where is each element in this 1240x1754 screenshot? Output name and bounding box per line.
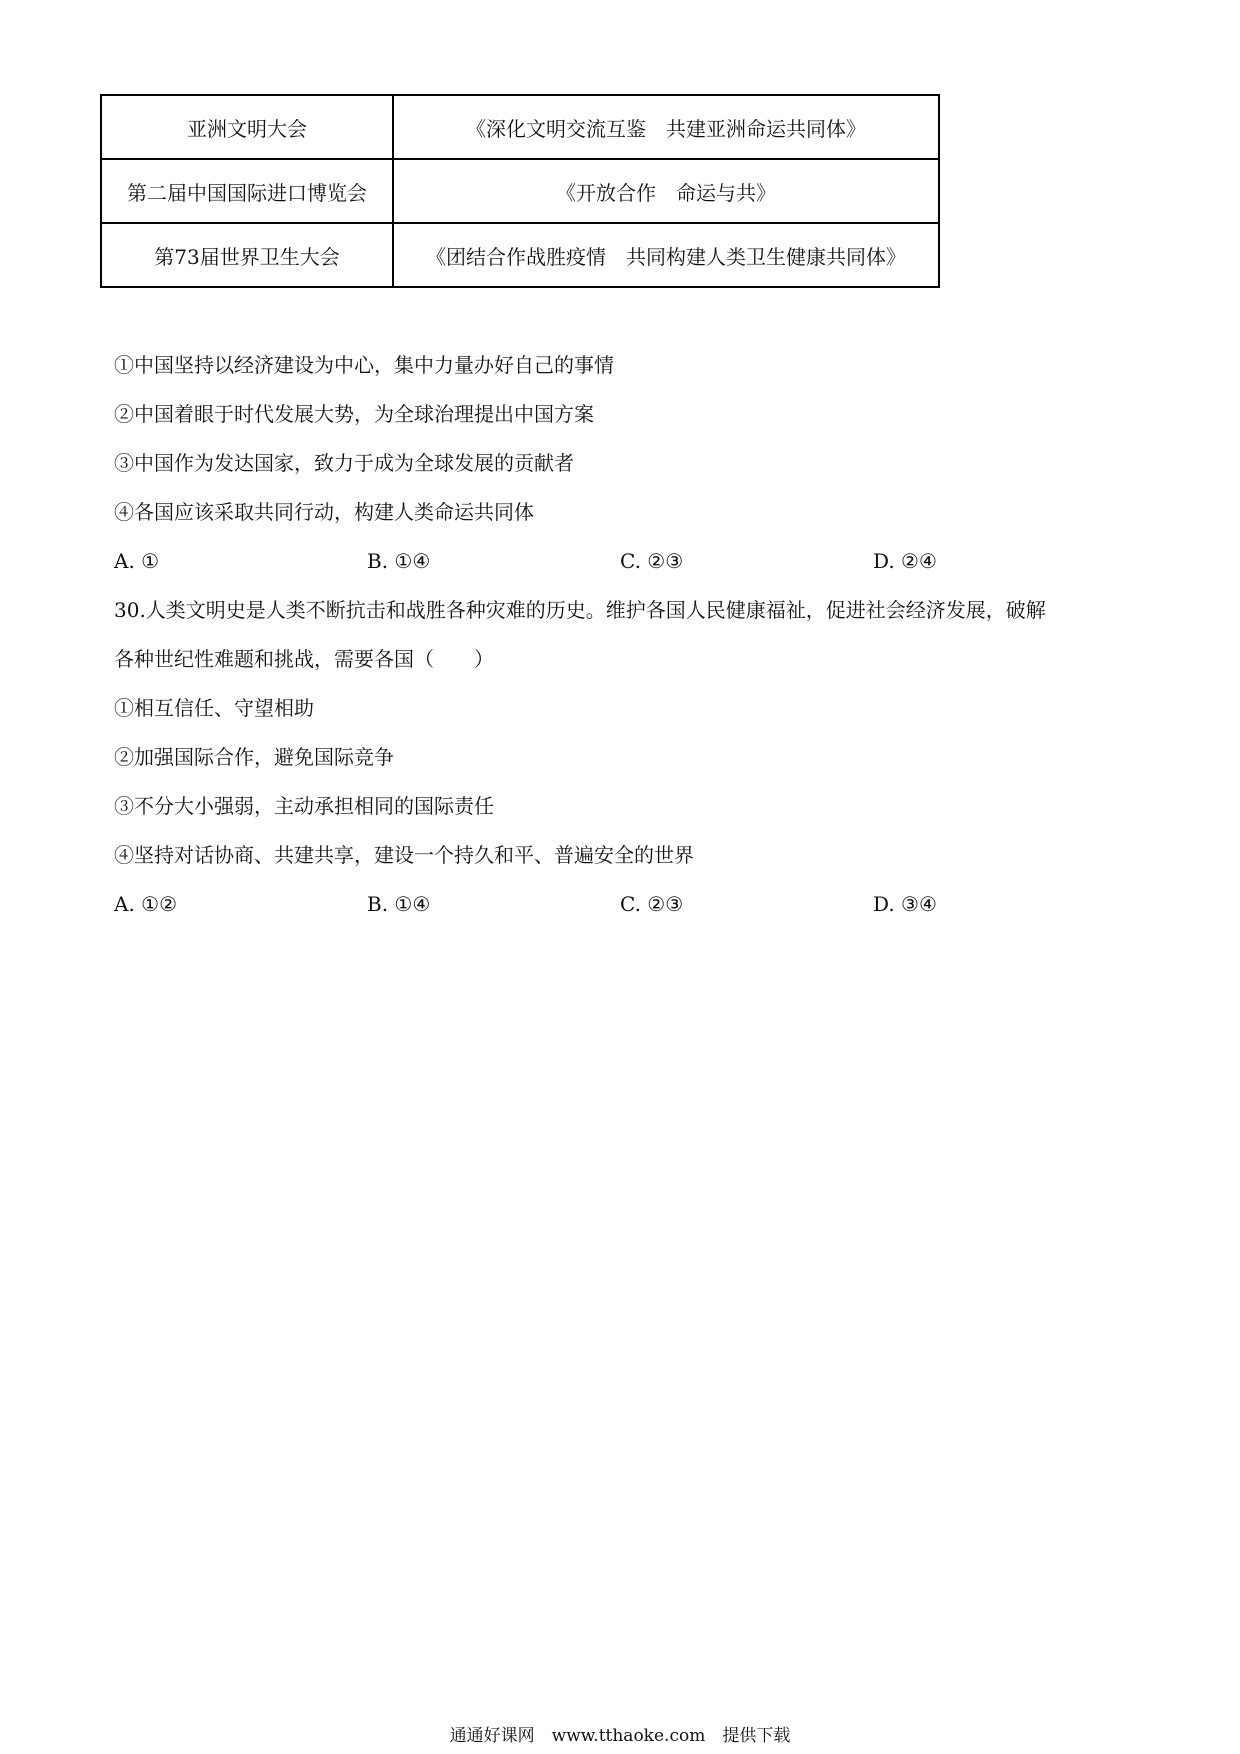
q30-stem-line-2: 各种世纪性难题和挑战，需要各国（ ） [114,647,494,671]
speech-cell: 《团结合作战胜疫情 共同构建人类卫生健康共同体》 [393,223,939,287]
events-table [100,94,940,288]
q29-option-b[interactable]: B. ①④ [367,549,431,573]
table-row [101,159,939,223]
q29-option-a[interactable]: A. ① [114,549,160,573]
event-cell: 亚洲文明大会 [101,95,393,159]
q30-statement-2: ②加强国际合作，避免国际竞争 [114,745,394,769]
q30-statement-3: ③不分大小强弱，主动承担相同的国际责任 [114,794,494,818]
event-cell: 第73届世界卫生大会 [101,223,393,287]
q30-option-d[interactable]: D. ③④ [873,892,937,916]
q30-option-a[interactable]: A. ①② [114,892,178,916]
q30-option-c[interactable]: C. ②③ [620,892,684,916]
speech-cell: 《深化文明交流互鉴 共建亚洲命运共同体》 [393,95,939,159]
q30-stem-line-1: 30.人类文明史是人类不断抗击和战胜各种灾难的历史。维护各国人民健康福祉，促进社会经济发展，破解 [114,598,1046,622]
q29-statement-2: ②中国着眼于时代发展大势，为全球治理提出中国方案 [114,402,594,426]
q30-statement-4: ④坚持对话协商、共建共享，建设一个持久和平、普遍安全的世界 [114,843,694,867]
table-row [101,223,939,287]
event-cell: 第二届中国国际进口博览会 [101,159,393,223]
q29-statement-1: ①中国坚持以经济建设为中心，集中力量办好自己的事情 [114,353,614,377]
page-footer: 通通好课网 www.tthaoke.com 提供下载 [449,1726,791,1746]
q29-statement-4: ④各国应该采取共同行动，构建人类命运共同体 [114,500,534,524]
speech-cell: 《开放合作 命运与共》 [393,159,939,223]
q30-option-b[interactable]: B. ①④ [367,892,431,916]
q29-option-d[interactable]: D. ②④ [873,549,937,573]
q29-option-c[interactable]: C. ②③ [620,549,684,573]
table-row [101,95,939,159]
q30-statement-1: ①相互信任、守望相助 [114,696,314,720]
q29-statement-3: ③中国作为发达国家，致力于成为全球发展的贡献者 [114,451,574,475]
